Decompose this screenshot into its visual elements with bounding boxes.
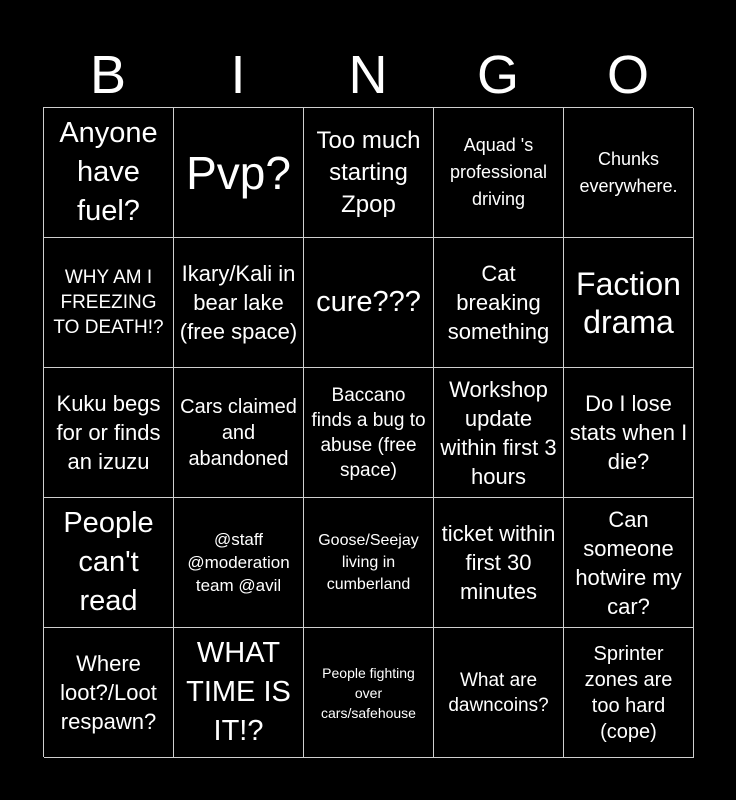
cell-text: People can't read [63, 507, 154, 617]
cell-text: Workshop update within first 3 hours [440, 376, 557, 489]
cell-text: Sprinter zones are too hard (cope) [584, 642, 673, 743]
bingo-cell-r4-c3[interactable] [304, 498, 434, 628]
cell-text: Cat breaking something [447, 261, 550, 344]
bingo-cell-r1-c1[interactable] [44, 108, 174, 238]
cell-text: Faction drama [576, 265, 681, 340]
cell-text: Do I lose stats when I die? [569, 391, 688, 474]
cell-text: Goose/Seejay living in cumberland [318, 531, 419, 593]
cell-text: Cars claimed and abandoned [180, 395, 297, 470]
cell-text: Too much starting Zpop [316, 126, 421, 218]
bingo-cell-r1-c5[interactable] [564, 108, 694, 238]
bingo-cell-r4-c4[interactable] [434, 498, 564, 628]
bingo-board [43, 107, 693, 757]
cell-text: Kuku begs for or finds an izuzu [56, 391, 161, 474]
bingo-cell-r3-c1[interactable] [44, 368, 174, 498]
cell-text: @staff @moderation team @avil [187, 530, 290, 595]
bingo-cell-r5-c1[interactable] [44, 628, 174, 758]
bingo-cell-r2-c4[interactable] [434, 238, 564, 368]
cell-text: Where loot?/Loot respawn? [60, 651, 157, 734]
cell-text: People fighting over cars/safehouse [321, 664, 416, 721]
bingo-cell-r2-c5[interactable] [564, 238, 694, 368]
bingo-cell-r4-c1[interactable] [44, 498, 174, 628]
bingo-cell-r1-c2[interactable] [174, 108, 304, 238]
cell-text: Anyone have fuel? [59, 117, 158, 227]
header-letter-i: I [230, 45, 246, 105]
bingo-cell-r5-c4[interactable] [434, 628, 564, 758]
cell-text: WHY AM I FREEZING TO DEATH!? [53, 267, 164, 338]
header-letter-b: B [89, 45, 127, 105]
header-letter-o: O [606, 45, 649, 105]
cell-text: Pvp? [186, 146, 291, 199]
bingo-cell-r1-c4[interactable] [434, 108, 564, 238]
cell-text: Chunks everywhere. [579, 148, 678, 196]
bingo-cell-r5-c2[interactable] [174, 628, 304, 758]
bingo-cell-r1-c3[interactable] [304, 108, 434, 238]
cell-text: WHAT TIME IS IT!? [186, 637, 291, 747]
bingo-cell-r3-c2[interactable] [174, 368, 304, 498]
cell-text: ticket within first 30 minutes [441, 521, 556, 604]
bingo-header [43, 44, 693, 106]
cell-text: Baccano finds a bug to abuse (free space) [311, 384, 426, 481]
bingo-cell-r2-c2[interactable] [174, 238, 304, 368]
cell-text: Aquad 's professional driving [449, 135, 548, 209]
bingo-cell-r3-c4[interactable] [434, 368, 564, 498]
bingo-cell-r4-c5[interactable] [564, 498, 694, 628]
cell-text: Can someone hotwire my car? [575, 506, 682, 619]
bingo-cell-r4-c2[interactable] [174, 498, 304, 628]
header-letter-n: N [348, 45, 388, 105]
bingo-cell-r5-c3[interactable] [304, 628, 434, 758]
bingo-cell-r3-c3[interactable] [304, 368, 434, 498]
cell-text: cure??? [316, 286, 421, 318]
bingo-cell-r5-c5[interactable] [564, 628, 694, 758]
bingo-cell-r3-c5[interactable] [564, 368, 694, 498]
bingo-cell-r2-c1[interactable] [44, 238, 174, 368]
cell-text: Ikary/Kali in bear lake (free space) [179, 261, 298, 344]
bingo-cell-r2-c3[interactable] [304, 238, 434, 368]
cell-text: What are dawncoins? [448, 669, 549, 716]
header-letter-g: G [476, 45, 519, 105]
